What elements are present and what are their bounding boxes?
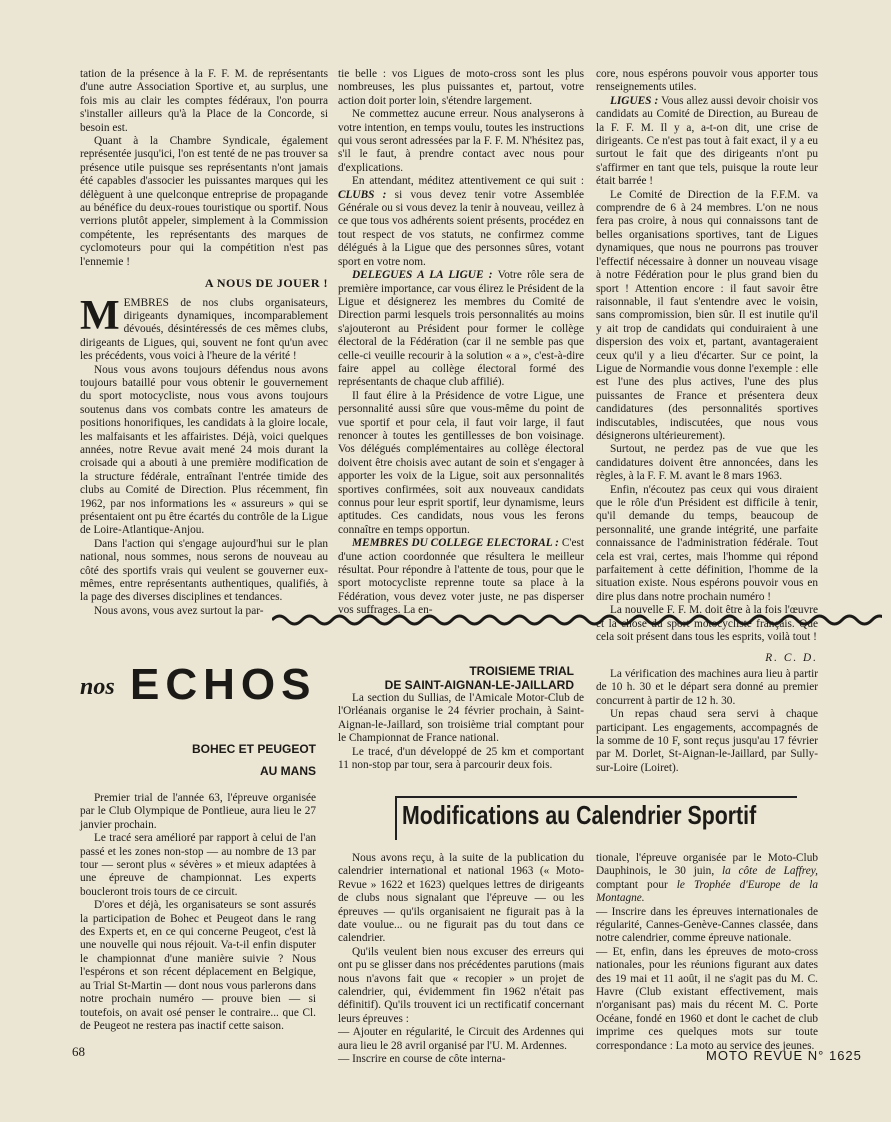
list-item: — Et, enfin, dans les épreuves de moto-cross nationales, pour les réunions figurant aux dates des 19 mai et 11 août, il ne s'agit pas du M. C. Havre (Club existant effectivement, mais n'organisant pas) mais du récent M. C. Porte Océane, fondé en 1960 et dont le cachet de club imprime ces quelques mots sur toute correspondance : La moto au service des jeunes. bbox=[596, 945, 818, 1052]
paragraph: Ne commettez aucune erreur. Nous analyserons à votre intention, en temps voulu, toutes les instructions qui vous seront adressées par la F. F. M. N'hésitez pas, s'il le faut, à prendre contact avec nous pour d'explications. bbox=[338, 108, 584, 174]
trial-heading: TROISIEME TRIAL DE SAINT-AIGNAN-LE-JAILLARD bbox=[384, 664, 574, 692]
verification-article bbox=[596, 668, 818, 775]
paragraph: Enfin, n'écoutez pas ceux qui vous diraient que le rôle d'un Président est difficile à tenir, qu'il demande du temps, beaucoup de personnalité, une grande intégrité, une parfaite connaissance de l'administration fédérale. Tout cela est vrai, certes, mais l'homme qui répond parfaitement à cette définition, l'homme de la situation existe. Nous espérons pouvoir vous en dire plus dans notre prochain numéro ! bbox=[596, 483, 818, 603]
paragraph: D'ores et déjà, les organisateurs se sont assurés la participation de Bohec et Peugeot dans le rang des Experts et, en ce qui concerne Peugeot, c'est là une nouvelle qui nous réjouit. Va-t-il enfin disputer le championnat d'une manière suivie ? Nous l'espérons et son récent déplacement en Belgique, au Trial St-Martin — dont nous vous parlerons dans notre prochain numéro — prouve bien — si toutefois, on avait osé penser le contraire... que Cl. de Peugeot ne restera pas inactif cette saison. bbox=[80, 899, 316, 1032]
modifications-column-2 bbox=[596, 852, 818, 1053]
paragraph: LIGUES : Vous allez aussi devoir choisir vos candidats au Comité de Direction, au Bureau de la F. F. M. Il y a, a-t-on dit, une crise de dirigeants. Ce n'est pas tout à fait exact, il y a eu surtout le fait que des dirigeants n'ont pu s'affirmer en tant que tels, puisque la route leur était barrée ! bbox=[596, 94, 818, 188]
paragraph: Nous avons reçu, à la suite de la publication du calendrier international et national 1963 (« Moto-Revue » 1622 et 1623) quelques lettres de dirigeants de clubs nous signalant que l'épreuve — ou les épreuves — qu'ils organisaient ne figurait pas à la date voulue... ou ne figurait pas du tout dans ce calendrier. bbox=[338, 852, 584, 945]
paragraph: La nouvelle F. F. M. doit être à la fois l'œuvre et la chose du sport motocycliste français. Que cela soit présent dans tous les esprits, voilà tout ! bbox=[596, 604, 818, 644]
paragraph: MEMBRES DU COLLEGE ELECTORAL : C'est d'une action coordonnée que résultera le meilleur résultat. Pour répondre à l'attente de tous, pour que le sport motocycliste reprenne toute sa place à la Fédération, vous devez voter juste, ne pas disperser vos suffrages. La en- bbox=[338, 537, 584, 617]
paragraph: Nous avons, vous avez surtout la par- bbox=[94, 604, 264, 617]
section-heading: A NOUS DE JOUER ! bbox=[204, 276, 328, 291]
paragraph: La section du Sullias, de l'Amicale Motor-Club de l'Orléanais organise le 24 février prochain, à Saint-Aignan-le-Jaillard, son troisième trial comptant pour le Championnat de France national. bbox=[338, 692, 584, 745]
magazine-footer: MOTO REVUE N° 1625 bbox=[706, 1048, 862, 1063]
list-item: — Ajouter en régularité, le Circuit des Ardennes qui aura lieu le 28 avril organisé par l'U. M. Ardennes. bbox=[338, 1026, 584, 1052]
signature: R. C. D. bbox=[765, 652, 818, 665]
paragraph: Quant à la Chambre Syndicale, également représentée jusqu'ici, l'on est tenté de ne pas trouver sa présence utile puisque ses représentants n'ont jamais été capables d'associer les puissantes marques qui les délèguent à une quelconque entreprise de propagande au bénéfice du deux-roues touristique ou sportif. Nous verrions plutôt appeler, simplement à la Commission compétente, les représentants des marques de cyclomoteurs pour qui la compétition n'est pas l'ennemie ! bbox=[80, 135, 328, 268]
list-item: — Inscrire dans les épreuves internationales de régularité, Cannes-Genève-Cannes classée, dans notre calendrier, comme épreuve nationale. bbox=[596, 905, 818, 945]
modifications-title: Modifications au Calendrier Sportif bbox=[402, 800, 757, 830]
paragraph: Le tracé sera amélioré par rapport à celui de l'an passé et les zones non-stop — au nombre de 13 par tour — seront plus « sévères » et mieux adaptées à une épreuve de championnat. Les experts boucleront trois tours de ce circuit. bbox=[80, 832, 316, 898]
bohec-article bbox=[80, 792, 316, 1033]
paragraph: core, nous espérons pouvoir vous apporter tous renseignements utiles. bbox=[596, 68, 818, 94]
paragraph: Surtout, ne perdez pas de vue que les candidatures doivent être annoncées, dans les règles, à la F. F. M. avant le 8 mars 1963. bbox=[596, 443, 818, 483]
paragraph: Le tracé, d'un développé de 25 km et comportant 11 non-stop par tour, sera à parcourir deux fois. bbox=[338, 745, 584, 772]
paragraph: MEMBRES de nos clubs organisateurs, dirigeants dynamiques, incomparablement dévoués, désintéressés de ces mêmes clubs, dirigeants de Ligues, qui, souvent ne font qu'un avec les précédents, vous voici à l'heure de la vérité ! bbox=[80, 292, 328, 363]
paragraph: Un repas chaud sera servi à chaque participant. Les engagements, accompagnés de la somme de 10 F, sont reçus jusqu'au 17 février par M. Dorlet, St-Aignan-le-Jaillard, par Sully-sur-Loire (Loiret). bbox=[596, 708, 818, 774]
paragraph: Qu'ils veulent bien nous excuser des erreurs qui ont pu se glisser dans nos précédentes parutions (mais nous n'avons fait que « recopier » un projet de calendrier, qui, évidemment fin 1962 n'était pas définitif). Qu'ils trouvent ici un rectificatif concernant leurs épreuves : bbox=[338, 945, 584, 1025]
echos-prefix: nos bbox=[80, 674, 115, 700]
paragraph: tionale, l'épreuve organisée par le Moto-Club Dauphinois, le 30 juin, la côte de Laffrey, comptant pour le Trophée d'Europe de la Montagne. bbox=[596, 852, 818, 905]
echos-title: ECHOS bbox=[130, 660, 317, 709]
paragraph: En attendant, méditez attentivement ce qui suit : CLUBS : si vous devez tenir votre Assemblée Générale ou si vous devez la tenir à nouveau, veillez à ce que tous vos adhérents soient présents, procédez en tout respect de vos statuts, ne confirmez comme délégués à la Ligue que des personnes sûres, votant sport en votre nom. bbox=[338, 175, 584, 268]
top-article-column-3 bbox=[596, 68, 818, 666]
paragraph: DELEGUES A LA LIGUE : Votre rôle sera de première importance, car vous élirez le Président de la Ligue et désignerez les membres du Comité de Direction parmi lesquels trois personnalités au moins s'ajouteront au Président pour former le collège électoral de la Fédération (car il ne semble pas que celle-ci veuille recourir à la solution « a », c'est-à-dire faire appel au collège électoral formé des représentants de chaque club affilié). bbox=[338, 269, 585, 389]
page-number: 68 bbox=[72, 1044, 85, 1059]
list-item: — Inscrire en course de côte interna- bbox=[338, 1053, 506, 1066]
paragraph: Dans l'action qui s'engage aujourd'hui sur le plan national, nous sommes, nous serons de nouveau au côté des sportifs vrais qui veulent se gouverner eux-mêmes, entre représentants authentiques, qualifiés, à la page des diverses disciplines et tendances. bbox=[80, 537, 328, 604]
bohec-heading: BOHEC ET PEUGEOT AU MANS bbox=[191, 742, 316, 778]
modifications-column-1 bbox=[338, 852, 584, 1067]
paragraph: Premier trial de l'année 63, l'épreuve organisée par le Club Olympique de Pontlieue, aura lieu le 27 janvier prochain. bbox=[80, 792, 316, 831]
paragraph: Il faut élire à la Présidence de votre Ligue, une personnalité aussi sûre que vous-même du point de vue sportif et pour cela, il faut voir large, il faut renoncer à toutes les gentillesses de bon voisinage. Vos délégués complémentaires au collège électoral doivent être choisis avec autant de soin et s'engager à apporter les voix de la Ligue, soit aux personnalités sportives confirmées, soit aux nouveaux candidats connus pour leur esprit sportif, leur dynamisme, leurs aptitudes. Ces candidats, nous vous les ferons connaître en temps opportun. bbox=[338, 389, 584, 536]
paragraph: Nous vous avons toujours défendus nous avons toujours bataillé pour vous obtenir le gouvernement du sport motocycliste, nous vous avons toujours soutenus dans vos combats contre les amateurs de positions honorifiques, les candidats à la gloire locale, les malfaisants et les affairistes. Déjà, voici quelques années, notre Revue avait mené 24 mois durant la croisade qui a abouti à une première modification de la structure fédérale, entraînant l'entrée timide des clubs au Comité de Direction. Plus récemment, fin 1962, par nos informations les « assureurs » qui se présentaient ont pu être écartés du contrôle de la Ligue de Loire-Atlantique-Anjou. bbox=[80, 363, 328, 537]
echos-masthead bbox=[76, 660, 316, 712]
top-article-column-1 bbox=[80, 68, 328, 618]
drop-cap: M bbox=[80, 292, 120, 339]
top-article-column-2 bbox=[338, 68, 584, 618]
wavy-divider bbox=[272, 612, 882, 628]
trial-article bbox=[338, 692, 584, 772]
paragraph: tie belle : vos Ligues de moto-cross sont les plus nombreuses, les plus puissantes et, partout, votre action doit porter loin, s'étendre largement. bbox=[338, 68, 584, 107]
paragraph: tation de la présence à la F. F. M. de représentants d'une autre Association Sportive et, au surplus, une fois mis au clair les comptes fédéraux, l'on pourra s'installer ailleurs qu'à la Place de la Concorde, si besoin est. bbox=[80, 68, 328, 134]
paragraph: La vérification des machines aura lieu à partir de 10 h. 30 et le départ sera donné au premier concurrent à partir de 12 h. 30. bbox=[596, 668, 818, 707]
paragraph: Le Comité de Direction de la F.F.M. va comprendre de 6 à 24 membres. L'on ne nous fera pas croire, à nous qui connaissons tant de belles organisations sportives, tant de Ligues dynamiques, que nous ne pourrons pas trouver l'effectif nécessaire à donner un nouveau visage à notre Fédération pour le plus grand bien du sport ! Attention encore : il faut savoir être raisonnable, il faut s'entendre avec le voisin, sans compromission, bien sûr. Il est inutile qu'il y ait trop de candidats qui conduiraient à une dispersion des voix et, partant, avantageraient ceux qu'il y a lieu d'écarter. Sur ce point, la Ligue de Normandie vous donne l'exemple : elle est l'une des plus actives, l'une des plus puissantes de France et présentera deux candidatures (des personnalités sportives indiscutables, indiscutées, que nous vous désignerons ultérieurement). bbox=[596, 188, 818, 442]
